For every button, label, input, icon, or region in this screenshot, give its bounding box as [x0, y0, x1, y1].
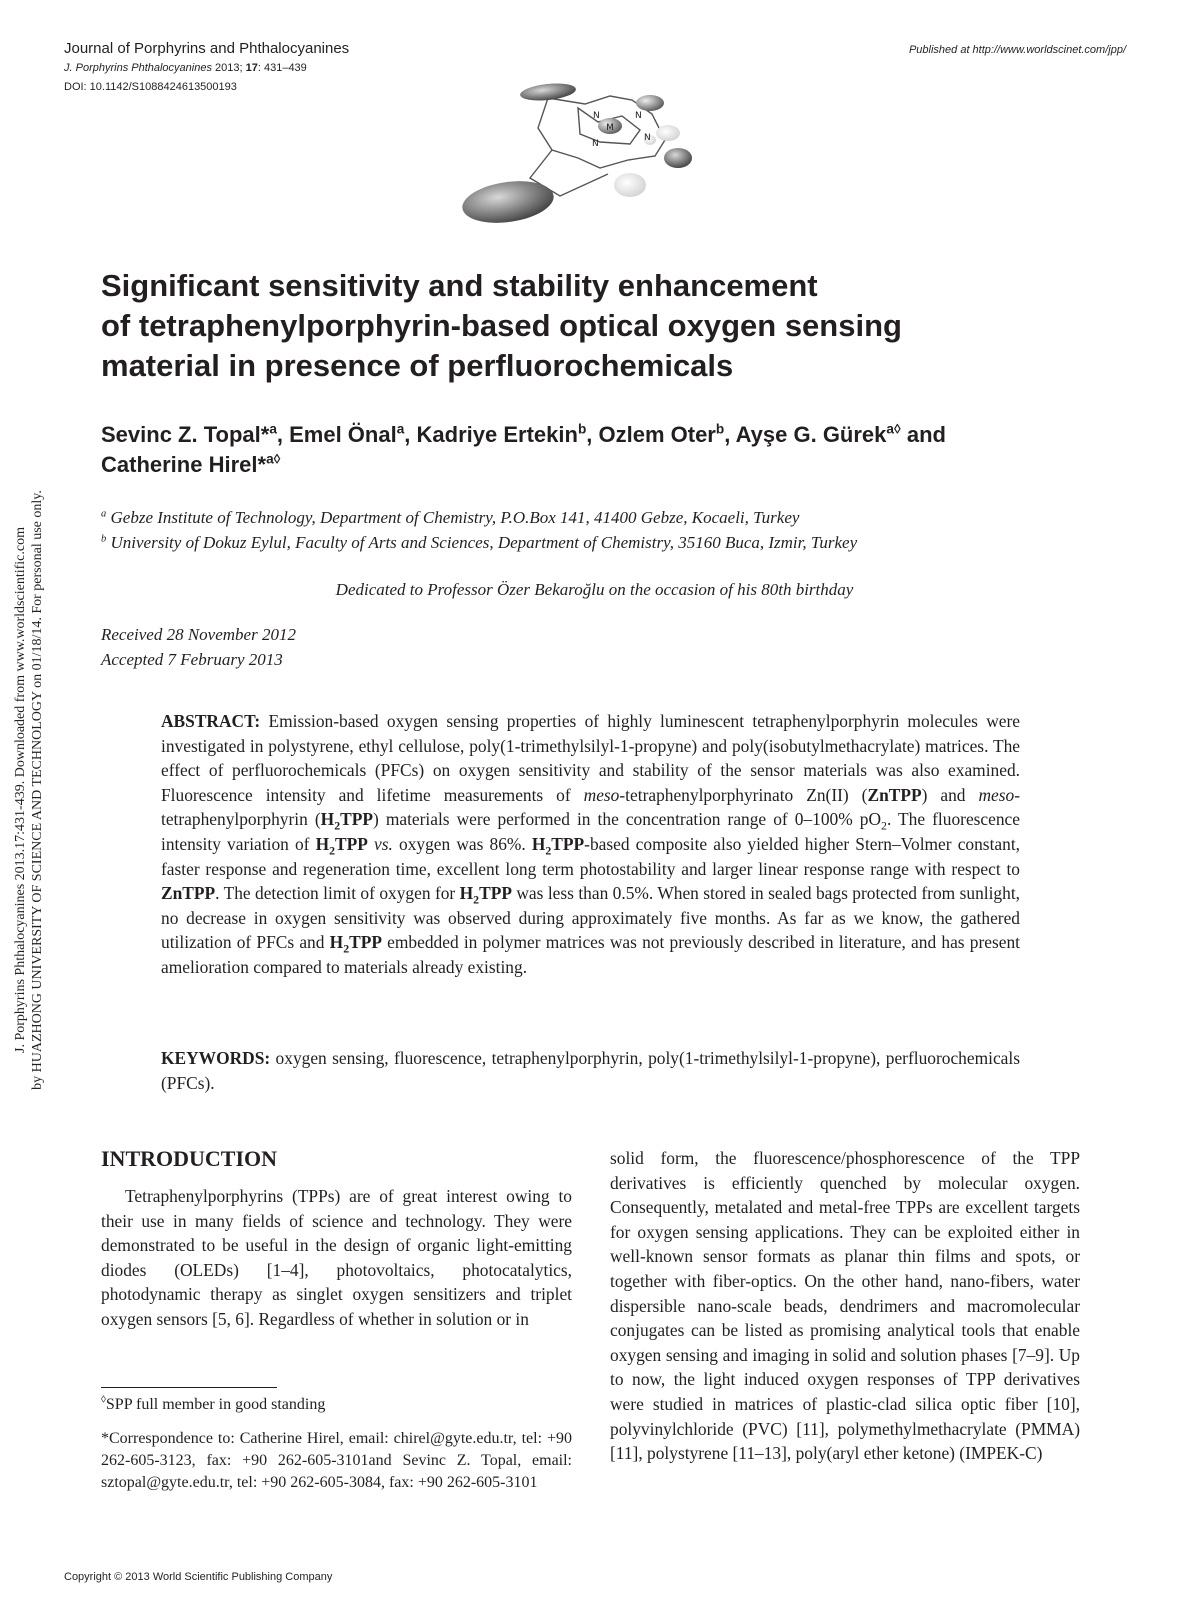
abstract-text: vs. — [374, 833, 393, 854]
author-affil-mark: a◊ — [266, 451, 281, 467]
download-notice-line-2: by HUAZHONG UNIVERSITY OF SCIENCE AND TECHNOLOGY on 01/18/14. For personal use only. — [30, 490, 45, 1090]
abstract-text: meso — [583, 784, 620, 805]
introduction-right-column: solid form, the fluorescence/phosphorescence of the TPP derivatives is efficiently quenched by molecular oxygen. Consequently, metalated and metal-free TPPs are excellent targets for oxygen sensing applications. They can be exploited either in well-known sensor formats as planar thin films and spots, or together with fiber-optics. On the other hand, nano-fibers, water dispersible nano-scale beads, dendrimers and macromolecular conjugates can be listed as promising analytical tools that enable oxygen sensing and imaging in solid and solution phases [7–9]. Up to now, the light induced oxygen responses of TPP derivatives were studied in matrices of plastic-clad silica optic fiber [10], polyvinylchloride (PVC) [11], polymethylmethacrylate (PMMA) [11], polystyrene [11–13], poly(aryl ether ketone) (IMPEK-C) — [610, 1148, 1080, 1464]
author-affil-mark: b — [715, 421, 725, 437]
abstract-text: . The fluorescence intensity variation of — [161, 809, 1020, 854]
abstract-text: -tetraphenylporphyrinato Zn(II) ( — [619, 784, 868, 805]
author-name: , Emel Önal — [276, 422, 397, 447]
introduction-left-column: Tetraphenylporphyrins (TPPs) are of great interest owing to their use in many fields of science and technology. They were demonstrated to be useful in the design of organic light-emitting diodes (OLEDs) [1–4], photovoltaics, photocatalytics, photodynamic therapy as singlet oxygen sensitizers and triplet oxygen sensors [5, 6]. Regardless of whether in solution or in — [101, 1186, 572, 1329]
atom-label-n4: N — [592, 139, 599, 149]
author-affil-mark: a — [269, 421, 277, 437]
porphyrin-logo-icon — [460, 78, 720, 238]
atom-label-n1: N — [593, 111, 600, 121]
abstract-text: Emission-based oxygen sensing properties of highly luminescent tetraphenylporphyrin molecules were investigated in polystyrene, ethyl cellulose, poly(1-trimethylsilyl-1-propyne) and poly(isobutylmethacrylate) matrices. The effect of perfluorochemicals (PFCs) on oxygen sensitivity and stability of the sensor materials was also examined. Fluorescence intensity and lifetime measurements of — [161, 711, 1020, 805]
atom-label-m: M — [606, 123, 614, 133]
abstract — [161, 709, 1020, 980]
compound-h2tpp: $H_2TPP$ — [459, 883, 512, 907]
abstract-text: oxygen was 86%. — [392, 833, 532, 854]
footnote-text: SPP full member in good standing — [105, 1396, 326, 1413]
download-notice-line-1: J. Porphyrins Phthalocyanines 2013.17:431-439. Downloaded from www.worldscientific.com — [13, 527, 28, 1053]
author-conjunction: and — [900, 422, 946, 447]
atom-label-n3: N — [644, 133, 651, 143]
compound-zntpp: ZnTPP — [867, 784, 922, 805]
affiliation-text: University of Dokuz Eylul, Faculty of Arts and Sciences, Department of Chemistry, 35160 Buca, Izmir, Turkey — [106, 533, 858, 552]
abstract-label: ABSTRACT: — [161, 711, 261, 731]
abstract-text: embedded in polymer matrices was not previously described in literature, and has present amelioration compared to materials already existing. — [161, 932, 1020, 977]
affiliation-text: Gebze Institute of Technology, Department of Chemistry, P.O.Box 141, 41400 Gebze, Kocaeli, Turkey — [106, 508, 800, 527]
keywords-text: oxygen sensing, fluorescence, tetraphenylporphyrin, poly(1-trimethylsilyl-1-propyne), perfluorochemicals (PFCs). — [161, 1048, 1020, 1093]
journal-name: Journal of Porphyrins and Phthalocyanines — [64, 40, 350, 57]
dedication: Dedicated to Professor Özer Bekaroğlu on the occasion of his 80th birthday — [335, 580, 854, 599]
citation-volume: 17 — [245, 62, 258, 74]
journal-citation — [64, 62, 307, 74]
affiliation-a — [101, 508, 1101, 528]
atom-label-n2: N — [635, 111, 642, 121]
abstract-text: ) and — [921, 784, 979, 805]
abstract-text: -based composite also yielded higher Stern–Volmer constant, faster response and regeneration time, excellent long term photostability and larger linear response range with respect to — [161, 833, 1020, 879]
compound-zntpp: ZnTPP — [161, 883, 216, 904]
title-line-1: Significant sensitivity and stability enhancement — [101, 268, 818, 303]
compound-h2tpp: $H_2TPP$ — [329, 932, 382, 956]
subscript: 2 — [881, 818, 887, 833]
title-line-2: of tetraphenylporphyrin-based optical oxygen sensing — [101, 308, 902, 343]
compound-h2tpp: $H_2TPP$ — [531, 833, 585, 858]
footnote-correspondence: *Correspondence to: Catherine Hirel, email: chirel@gyte.edu.tr, tel: +90 262-605-3123, fax: +90 262-605-3101and Sevinc Z. Topal, email: sztopal@gyte.edu.tr, tel: +90 262-605-3084, fax: +90 262-605-3101 — [101, 1430, 572, 1491]
abstract-text: ) materials were performed in the concentration range of 0–100% pO — [372, 809, 882, 830]
author-list — [101, 420, 1091, 480]
affiliation-b — [101, 533, 1101, 553]
footnote-divider — [101, 1387, 277, 1388]
title-line-3: material in presence of perfluorochemicals — [101, 348, 734, 383]
author-name: Sevinc Z. Topal* — [101, 422, 270, 447]
author-affil-mark: a — [396, 421, 405, 437]
doi: DOI: 10.1142/S1088424613500193 — [64, 81, 237, 93]
citation-year: 2013; — [211, 62, 246, 74]
accepted-date: Accepted 7 February 2013 — [101, 650, 283, 669]
footnote-spp — [101, 1394, 572, 1416]
author-affil-mark: b — [577, 421, 587, 437]
compound-h2tpp: $H_2TPP$ — [315, 833, 368, 858]
author-name: , Kadriye Ertekin — [404, 422, 578, 447]
author-name: , Ayşe G. Gürek — [724, 422, 887, 447]
published-url[interactable]: Published at http://www.worldscinet.com/jpp/ — [908, 44, 1126, 56]
introduction-heading: INTRODUCTION — [101, 1146, 278, 1171]
keywords-label: KEYWORDS: — [161, 1048, 271, 1068]
footnote-mark: ◊ — [101, 1394, 106, 1406]
article-title — [101, 266, 1101, 386]
received-date: Received 28 November 2012 — [101, 625, 296, 644]
download-notice — [12, 440, 45, 1140]
compound-h2tpp: $H_2TPP$ — [320, 809, 373, 833]
author-name: , Ozlem Oter — [586, 422, 716, 447]
abstract-text: -tetraphenylporphyrin ( — [161, 784, 1020, 830]
author-name: Catherine Hirel* — [101, 452, 267, 477]
abstract-text: . The detection limit of oxygen for — [215, 883, 460, 904]
abstract-text: was less than 0.5%. When stored in sealed bags protected from sunlight, no decrease in oxygen sensitivity was observed during approximately five months. As far as we know, the gathered utilization of PFCs and — [161, 883, 1020, 953]
affiliation-mark: b — [101, 533, 107, 545]
keywords — [161, 1046, 1020, 1095]
copyright: Copyright © 2013 World Scientific Publishing Company — [64, 1571, 333, 1583]
citation-abbrev: J. Porphyrins Phthalocyanines — [64, 62, 212, 74]
citation-pages: : 431–439 — [257, 62, 307, 74]
author-affil-mark: a◊ — [886, 421, 901, 437]
abstract-text: meso — [978, 784, 1015, 805]
affiliation-mark: a — [101, 508, 107, 520]
